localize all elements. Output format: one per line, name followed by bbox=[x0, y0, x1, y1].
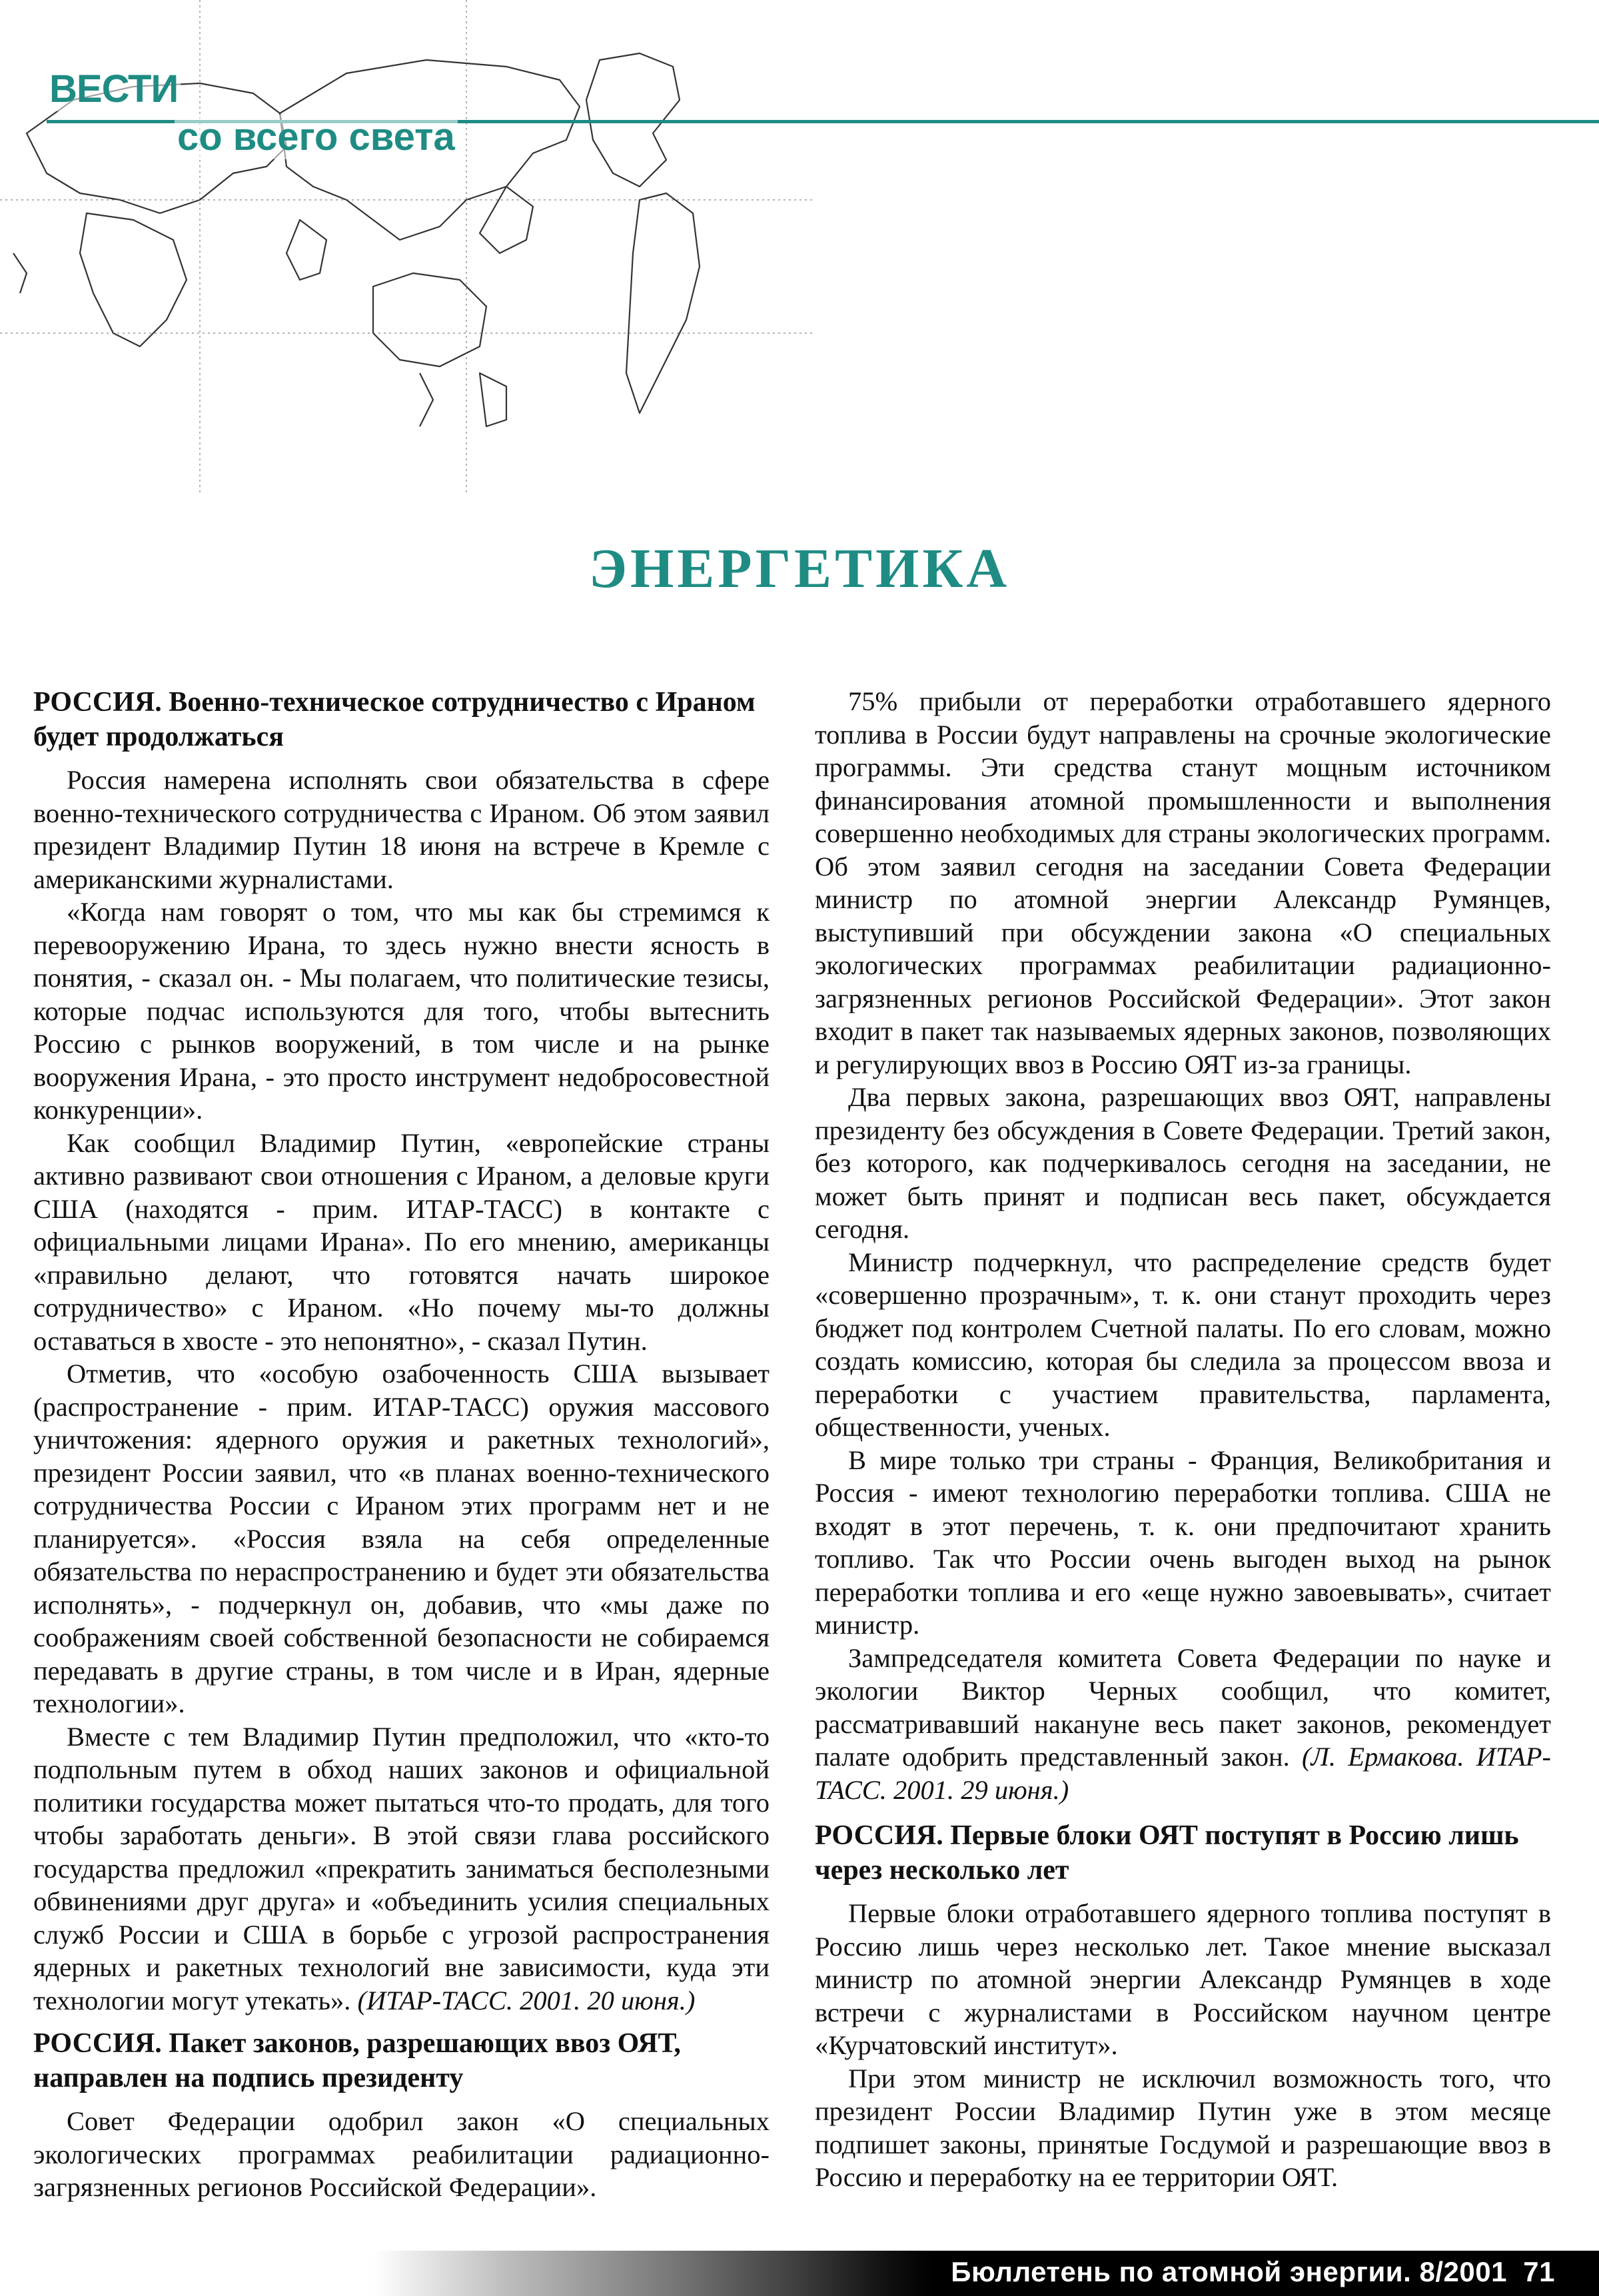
footer-text bbox=[951, 2256, 1555, 2288]
article-1-paragraph: Как сообщил Владимир Путин, «европейские страны активно развивают свои отношения с Ираном, а деловые круги США (находятся - прим. ИТАР-ТАСС) в контакте с официальными лицами Ирана». По его мнению, американцы «правильно делают, что готовятся начать широкое сотрудничество» с Ираном. «Но почему мы-то должны оставаться в хвосте - это непонятно», - сказал Путин. bbox=[33, 1127, 770, 1356]
article-3-paragraph: При этом министр не исключил возможность того, что президент России Владимир Путин уже в этом месяце подпишет законы, принятые Госдумой и разрешающие ввоз в Россию и переработку на ее территории ОЯТ. bbox=[815, 2063, 1551, 2192]
article-2-paragraph: Два первых закона, разрешающих ввоз ОЯТ, направлены президенту без обсуждения в Совете Федерации. Третий закон, без которого, как подчеркивалось сегодня на заседании, не может быть принят и подписан весь пакет, обсуждается сегодня. bbox=[815, 1082, 1551, 1244]
masthead bbox=[0, 0, 1599, 506]
article-2-paragraph-last bbox=[815, 1642, 1551, 1807]
article-2-paragraph: Совет Федерации одобрил закон «О специальных экологических программах реабилитации радиационно-загрязненных регионов Российской Федерации». bbox=[33, 2106, 770, 2202]
article-1-source: (ИТАР-ТАСС. 2001. 20 июня.) bbox=[357, 1985, 696, 2015]
page-number: 71 bbox=[1523, 2256, 1555, 2287]
column-left bbox=[33, 685, 770, 2231]
article-1-paragraph-text: Вместе с тем Владимир Путин предположил, что «кто-то подпольным путем в обход наших законов и официальной политики государства может пытаться что-то продать, для того чтобы заработать деньги». В этой связи глава российского государства предложил «прекратить заниматься бесполезными обвинениями друг друга» и «объединить усилия специальных служб России и США в борьбе с угрозой распространения ядерных и ракетных технологий вне зависимости, куда эти технологии могут утекать». bbox=[33, 1721, 770, 2015]
brand-subtitle: со всего света bbox=[175, 115, 458, 159]
article-1-paragraph-last bbox=[33, 1720, 770, 2017]
article-2-paragraph: В мире только три страны - Франция, Великобритания и Россия - имеют технологию переработки топлива. США не входят в этот перечень, т. к. они предпочитают хранить топливо. Так что России очень выгоден выход на рынок переработки топлива и его «еще нужно завоевывать», считает министр. bbox=[815, 1444, 1551, 1640]
article-2-paragraph: 75% прибыли от переработки отработавшего ядерного топлива в России будут направлены на срочные экологические программы. Эти средства станут мощным источником финансирования атомной промышленности и выполнения совершенно необходимых для страны экологических программ. Об этом заявил сегодня на заседании Совета Федерации министр по атомной энергии Александр Румянцев, выступивший при обсуждении закона «О специальных экологических программах реабилитации радиационно-загрязненных регионов Российской Федерации». Этот закон входит в пакет так называемых ядерных законов, позволяющих и регулирующих ввоз в Россию ОЯТ из-за границы. bbox=[815, 686, 1551, 1079]
brand-title: ВЕСТИ bbox=[47, 67, 181, 111]
article-3-paragraph: Первые блоки отработавшего ядерного топлива поступят в Россию лишь через несколько лет. Такое мнение высказал министр по атомной энергии Александр Румянцев в ходе встречи с журналистами в Российском научном центре «Курчатовский институт». bbox=[815, 1898, 1551, 2060]
publication-name: Бюллетень по атомной энергии. 8/2001 bbox=[951, 2256, 1507, 2287]
article-2-paragraph: Министр подчеркнул, что распределение средств будет «совершенно прозрачным», т. к. они станут проходить через бюджет под контролем Счетной палаты. По его словам, можно создать комиссию, которая бы следила за процессом ввоза и переработки с участием правительства, парламента, общественности, ученых. bbox=[815, 1247, 1551, 1442]
article-1-paragraph: Отметив, что «особую озабоченность США вызывает (распространение - прим. ИТАР-ТАСС) оружия массового уничтожения: ядерного оружия и ракетных технологий», президент России заявил, что «в планах военно-технического сотрудничества России с Ираном этих программ нет и не планируется». «Россия взяла на себя определенные обязательства по нераспространению и будет эти обязательства исполнять», - подчеркнул он, добавив, что «мы даже по соображениям своей собственной безопасности не собираемся передавать в другие страны, в том числе и в Иран, ядерные технологии». bbox=[33, 1359, 770, 1718]
column-right bbox=[815, 685, 1551, 2231]
article-2-headline: РОССИЯ. Пакет законов, разрешающих ввоз ОЯТ, направлен на подпись президенту bbox=[33, 2028, 681, 2093]
article-1-paragraph: Россия намерена исполнять свои обязательства в сфере военно-технического сотрудничества с Ираном. Об этом заявил президент Владимир Путин 18 июня на встрече в Кремле с американскими журналистами. bbox=[33, 765, 770, 894]
article-2-source: (Л. Ермакова. ИТАР-ТАСС. 2001. 29 июня.) bbox=[815, 1742, 1551, 1805]
footer-bar bbox=[0, 2251, 1599, 2296]
article-1-headline: РОССИЯ. Военно-техническое сотрудничество с Ираном будет продолжаться bbox=[33, 687, 756, 752]
article-2-paragraph-text: Зампредседателя комитета Совета Федерации по науке и экологии Виктор Черных сообщил, что комитет, рассматривавший накануне весь пакет законов, рекомендует палате одобрить представленный закон. bbox=[815, 1642, 1551, 1772]
article-3-headline: РОССИЯ. Первые блоки ОЯТ поступят в Россию лишь через несколько лет bbox=[815, 1820, 1519, 1886]
section-title: ЭНЕРГЕТИКА bbox=[588, 538, 1011, 600]
article-1-paragraph: «Когда нам говорят о том, что мы как бы стремимся к перевооружению Ирана, то здесь нужно внести ясность в понятия, - сказал он. - Мы полагаем, что политические тезисы, которые подчас используются для того, чтобы вытеснить Россию с рынков вооружений, в том числе и на рынке вооружения Ирана, - это просто инструмент недобросовестной конкуренции». bbox=[33, 897, 770, 1125]
